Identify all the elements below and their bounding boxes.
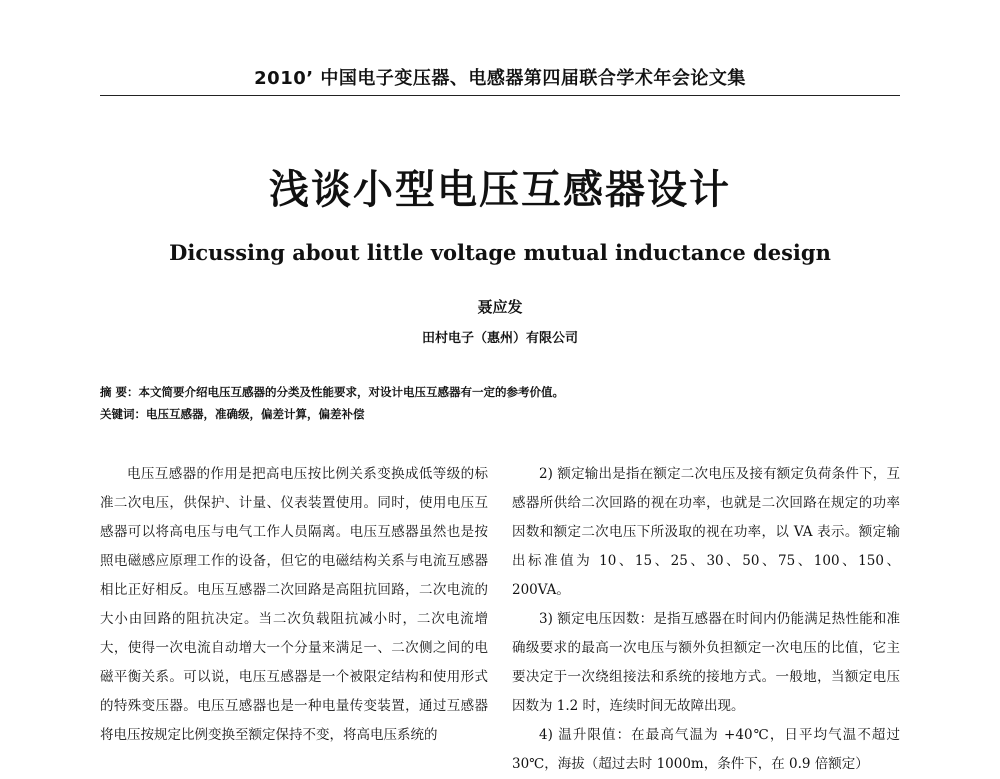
keywords: 关键词：电压互感器，准确级，偏差计算，偏差补偿 xyxy=(100,407,365,421)
body-paragraph: 2) 额定输出是指在额定二次电压及接有额定负荷条件下，互感器所供给二次回路的视在功率，也就是二次回路在规定的功率因数和额定二次电压下所汲取的视在功率，以 VA 表示。额定输出标准值为 10、15、25、30、50、75、100、150、200VA。 xyxy=(512,466,900,598)
body-paragraph: 电压互感器的作用是把高电压按比例关系变换成低等级的标准二次电压，供保护、计量、仪表装置使用。同时，使用电压互感器可以将高电压与电气工作人员隔离。电压互感器虽然也是按照电磁感应原理工作的设备，但它的电磁结构关系与电流互感器相比正好相反。电压互感器二次回路是高阻抗回路，二次电流的大小由回路的阻抗决定。当二次负载阻抗减小时，二次电流增大，使得一次电流自动增大一个分量来满足一、二次侧之间的电磁平衡关系。可以说，电压互感器是一个被限定结构和使用形式的特殊变压器。电压互感器也是一种电量传变装置，通过互感器将电压按规定比例变换至额定保持不变，将高电压系统的 xyxy=(100,466,488,743)
author-name: 聂应发 xyxy=(477,298,523,316)
abstract: 摘 要：本文简要介绍电压互感器的分类及性能要求，对设计电压互感器有一定的参考价值。 xyxy=(100,385,564,399)
body-column-left xyxy=(100,460,488,750)
paper-title-chinese: 浅谈小型电压互感器设计 xyxy=(269,167,731,213)
body-paragraph: 4) 温升限值：在最高气温为 +40℃，日平均气温不超过 30℃，海拔（超过去时 1000m，条件下，在 0.9 倍额定） xyxy=(512,727,900,772)
paper-title-english: Dicussing about little voltage mutual inductance design xyxy=(169,240,831,265)
author-affiliation: 田村电子（惠州）有限公司 xyxy=(421,331,578,346)
body-paragraph: 3) 额定电压因数：是指互感器在时间内仍能满足热性能和准确级要求的最高一次电压与额外负担额定一次电压的比值，它主要决定于一次绕组接法和系统的接地方式。一般地，当额定电压因数为 1.2 时，连续时间无故障出现。 xyxy=(512,611,900,714)
body-column-right xyxy=(512,460,900,779)
proceedings-header: 2010’ 中国电子变压器、电感器第四届联合学术年会论文集 xyxy=(254,68,746,89)
header-divider xyxy=(100,95,900,96)
